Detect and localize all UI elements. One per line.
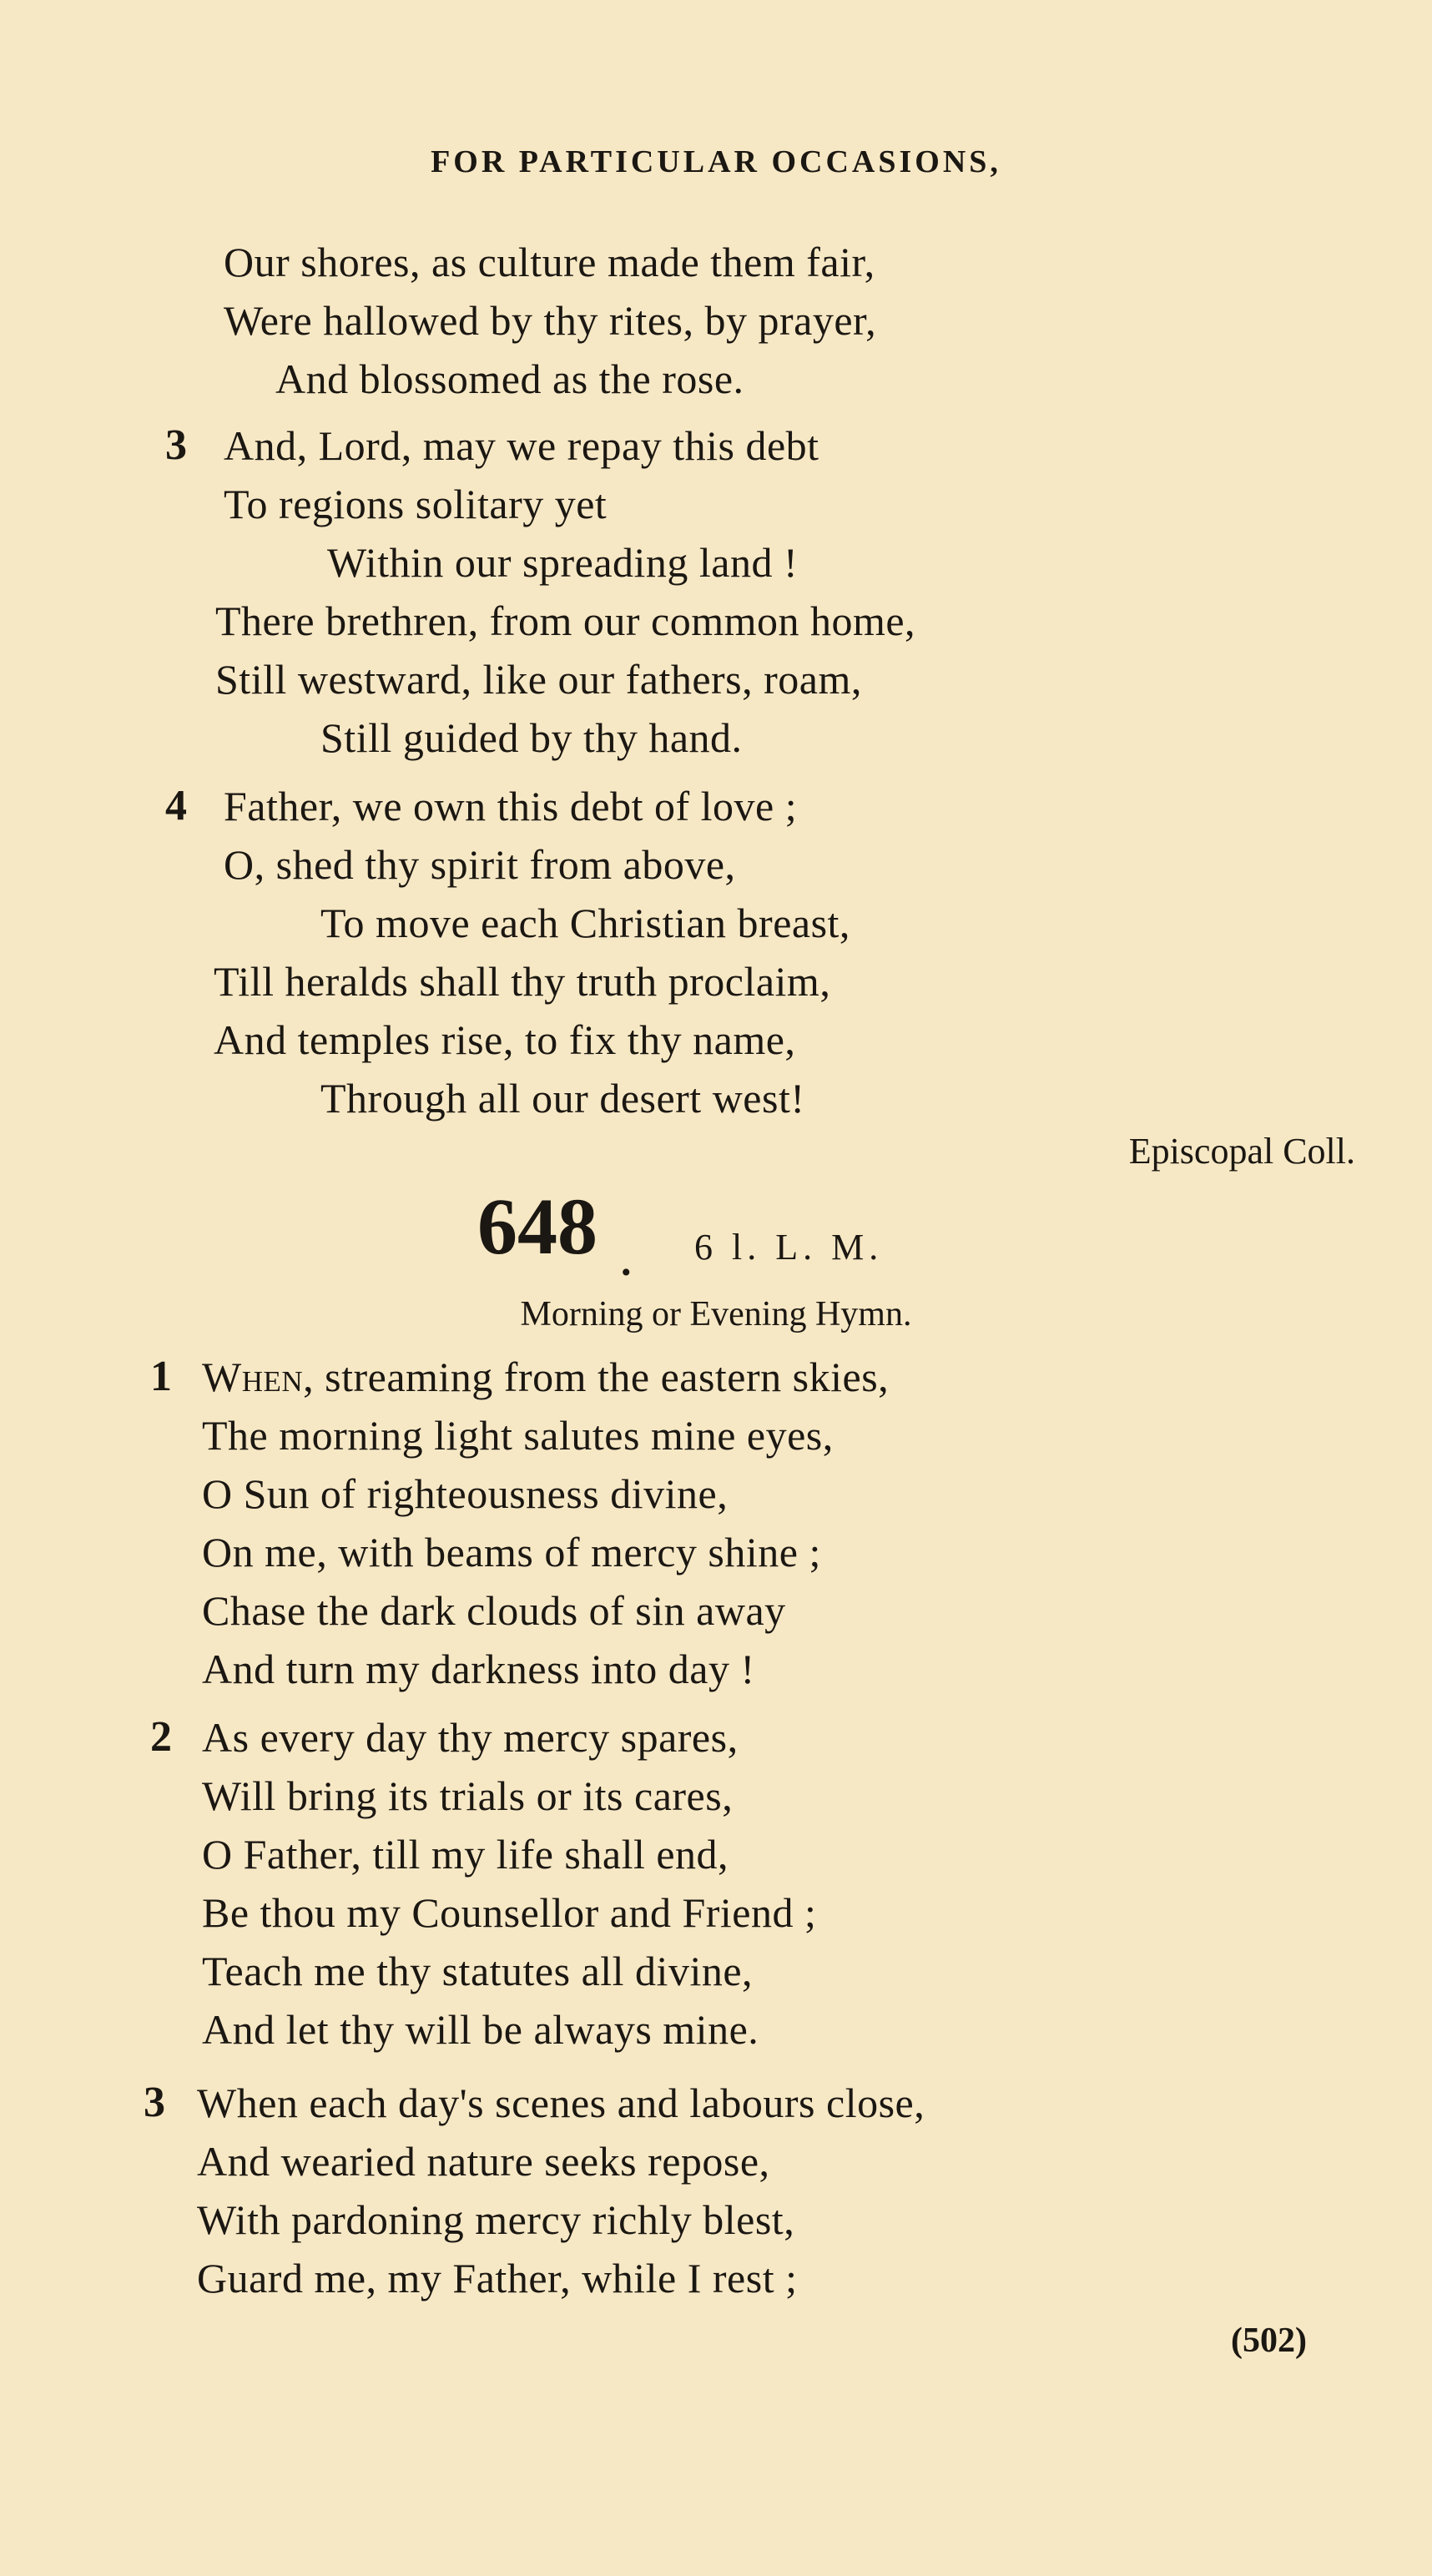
verse-line: Till heralds shall thy truth proclaim,: [214, 958, 831, 1005]
verse-line: Father, we own this debt of love ;: [224, 783, 798, 829]
verse-number: 3: [144, 2079, 165, 2126]
verse-line: And blossomed as the rose.: [275, 355, 744, 402]
verse-number: 1: [150, 1353, 172, 1400]
verse-line: Be thou my Counsellor and Friend ;: [202, 1889, 817, 1936]
verse-line: Through all our desert west!: [320, 1075, 805, 1122]
verse-line: With pardoning mercy richly blest,: [197, 2196, 795, 2243]
page-number: (502): [1231, 2321, 1307, 2360]
verse-line: And temples rise, to fix thy name,: [214, 1016, 796, 1063]
verse-line: O Sun of righteousness divine,: [202, 1470, 729, 1517]
verse-number: 4: [165, 782, 187, 829]
verse-line-rest: streaming from the eastern skies,: [314, 1354, 890, 1400]
verse-line: Within our spreading land !: [327, 539, 799, 586]
attribution: Episcopal Coll.: [1128, 1131, 1355, 1172]
verse-line: And let thy will be always mine.: [202, 2006, 759, 2053]
verse-line: And turn my darkness into day !: [202, 1646, 755, 1692]
verse-number: 2: [150, 1713, 172, 1761]
verse-line: Were hallowed by thy rites, by prayer,: [224, 297, 877, 344]
hymn-number: 648: [477, 1182, 598, 1271]
verse-line: There brethren, from our common home,: [215, 597, 916, 644]
verse-line: And wearied nature seeks repose,: [197, 2138, 770, 2185]
verse-line: The morning light salutes mine eyes,: [202, 1412, 834, 1459]
verse-line: Teach me thy statutes all divine,: [202, 1948, 754, 1994]
drop-word: When,: [202, 1354, 315, 1400]
hymn-number-dot: .: [621, 1238, 632, 1284]
verse-number: 3: [165, 421, 187, 469]
verse-line: As every day thy mercy spares,: [202, 1714, 739, 1761]
hymn-title: Morning or Evening Hymn.: [520, 1295, 912, 1333]
verse-line: Still westward, like our fathers, roam,: [215, 656, 862, 703]
verse-line: Will bring its trials or its cares,: [202, 1772, 734, 1819]
verse-line: Still guided by thy hand.: [320, 714, 743, 761]
verse-line: To regions solitary yet: [224, 481, 608, 527]
verse-line: Chase the dark clouds of sin away: [202, 1587, 786, 1634]
hymn-meter: 6 l. L. M.: [694, 1227, 884, 1268]
verse-line-first: [202, 1352, 889, 1402]
verse-line: O Father, till my life shall end,: [202, 1831, 729, 1878]
verse-line: O, shed thy spirit from above,: [224, 841, 736, 888]
running-header: FOR PARTICULAR OCCASIONS,: [431, 144, 1001, 179]
verse-line: To move each Christian breast,: [320, 900, 850, 946]
verse-line: Guard me, my Father, while I rest ;: [197, 2255, 798, 2301]
verse-line: When each day's scenes and labours close,: [197, 2079, 925, 2126]
verse-line: On me, with beams of mercy shine ;: [202, 1529, 821, 1575]
verse-line: And, Lord, may we repay this debt: [224, 422, 819, 469]
verse-line: Our shores, as culture made them fair,: [224, 239, 875, 285]
